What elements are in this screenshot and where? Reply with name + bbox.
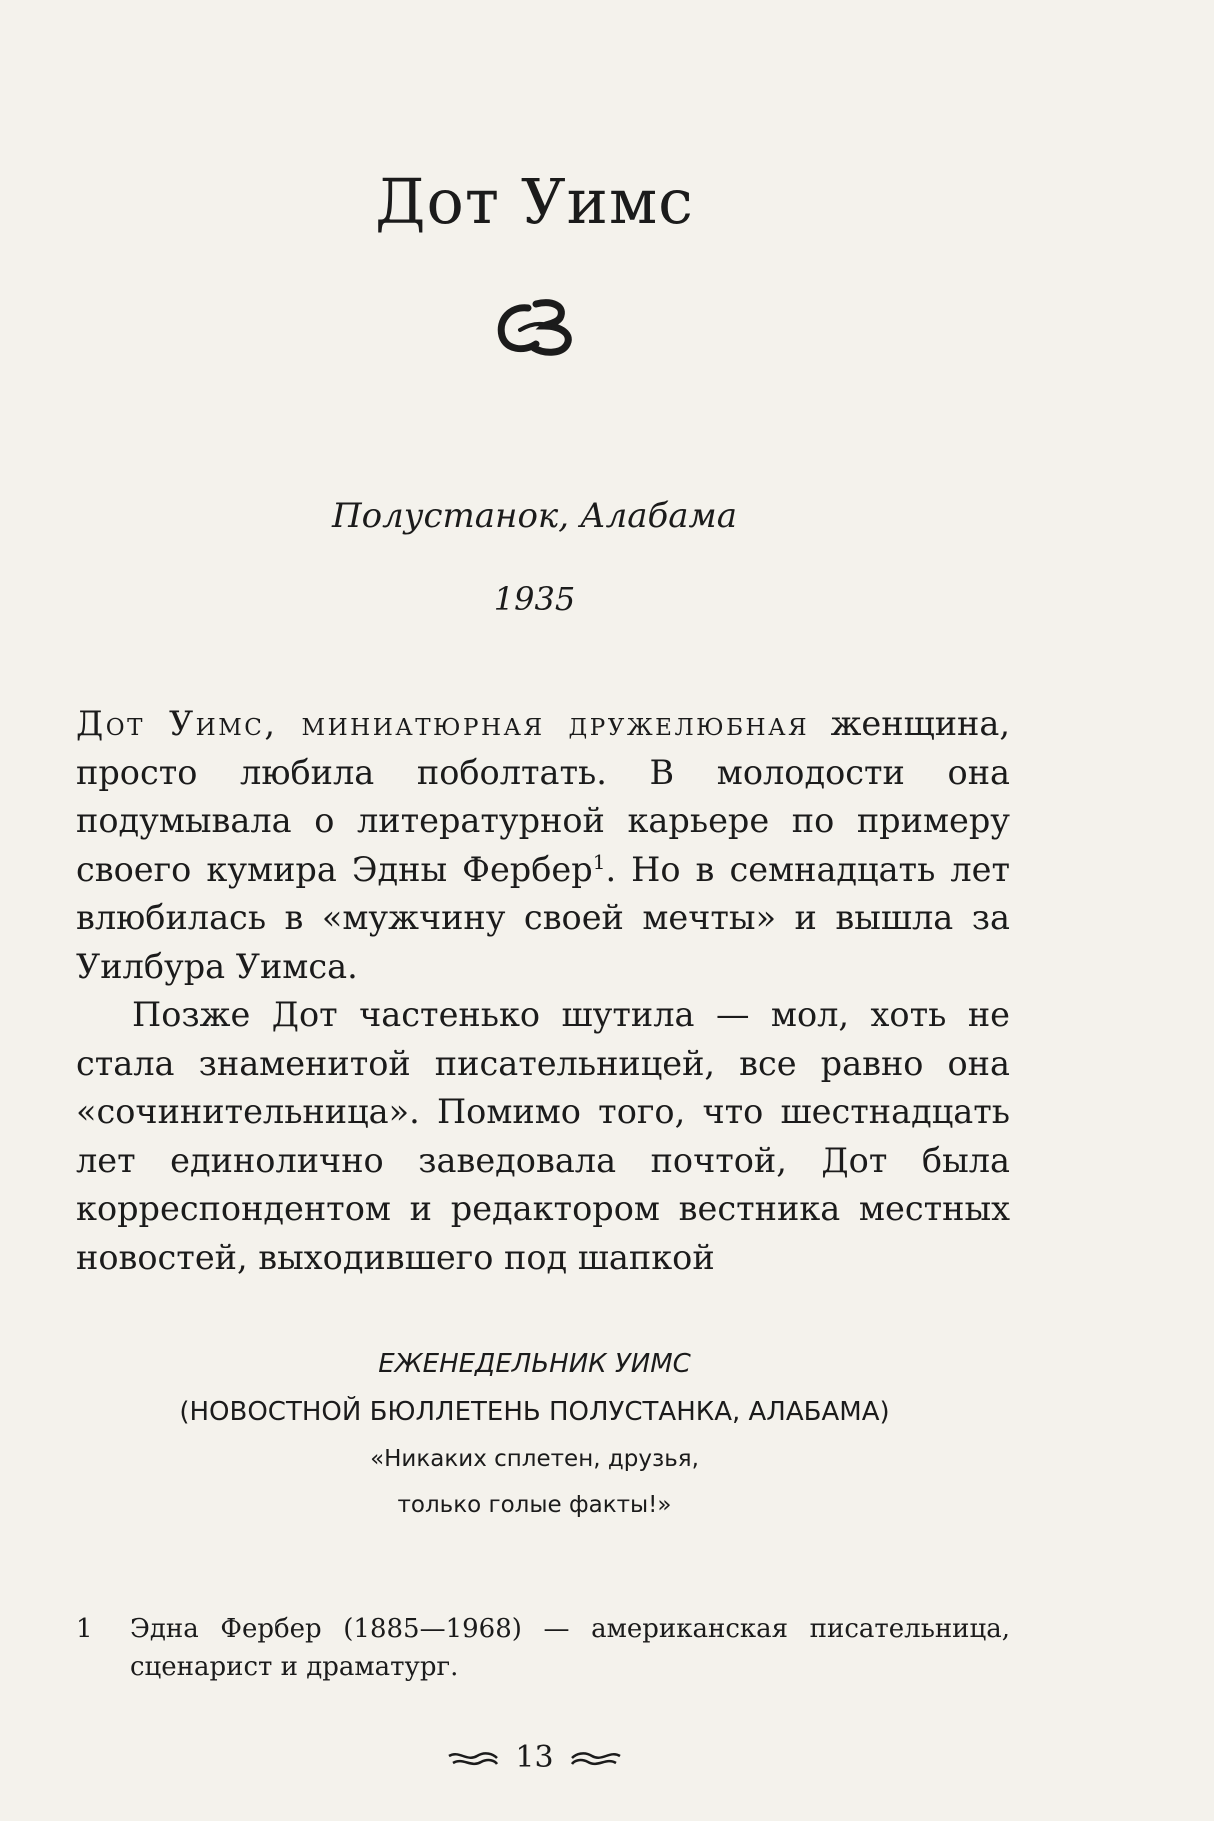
page-number: 13 xyxy=(515,1740,554,1775)
bulletin-motto-line-2: только голые факты!» xyxy=(397,1492,672,1518)
footnote-reference: 1 xyxy=(592,849,606,874)
chapter-year: 1935 xyxy=(493,580,576,618)
page-footer xyxy=(0,1740,1069,1775)
footnote-number: 1 xyxy=(76,1614,93,1644)
paragraph-1 xyxy=(76,700,1010,991)
bulletin-heading xyxy=(0,1340,1069,1528)
paragraph-1-text: женщина, просто любила поболтать. В молодости она подумывала о литературной карьере по примеру своего кумира Эдны Фербер xyxy=(76,704,1011,889)
paragraph-1-end: . Но в семнадцать лет влюбилась в «мужчину своей мечты» и вышла за Уилбура Уимса. xyxy=(76,849,1011,986)
bulletin-name: ЕЖЕНЕДЕЛЬНИК УИМС xyxy=(378,1349,691,1379)
body-text xyxy=(76,700,1010,1282)
chapter-place: Полустанок, Алабама xyxy=(332,496,737,536)
wave-ornament-left-icon xyxy=(445,1748,501,1770)
chapter-title: Дот Уимс xyxy=(375,165,694,238)
footnote-text: Эдна Фербер (1885—1968) — американская писательница, сценарист и драматург. xyxy=(130,1614,1010,1682)
wave-ornament-right-icon xyxy=(568,1748,624,1770)
bulletin-motto-line-1: «Никаких сплетен, друзья, xyxy=(370,1446,699,1472)
bulletin-subtitle: (НОВОСТНОЙ БЮЛЛЕТЕНЬ ПОЛУСТАНКА, АЛАБАМА) xyxy=(179,1397,890,1427)
ds-monogram-icon xyxy=(490,290,590,360)
paragraph-lead: Дот Уимс, миниатюрная дружелюбная xyxy=(76,704,810,743)
paragraph-2: Позже Дот частенько шутила — мол, хоть не стала знаменитой писательницей, все равно она «сочинительница». Помимо того, что шестнадцать лет единолично заведовала почтой, Дот была корреспондентом и редактором вестника местных новостей, выходившего под шапкой xyxy=(76,995,1010,1277)
footnote xyxy=(76,1610,1010,1686)
